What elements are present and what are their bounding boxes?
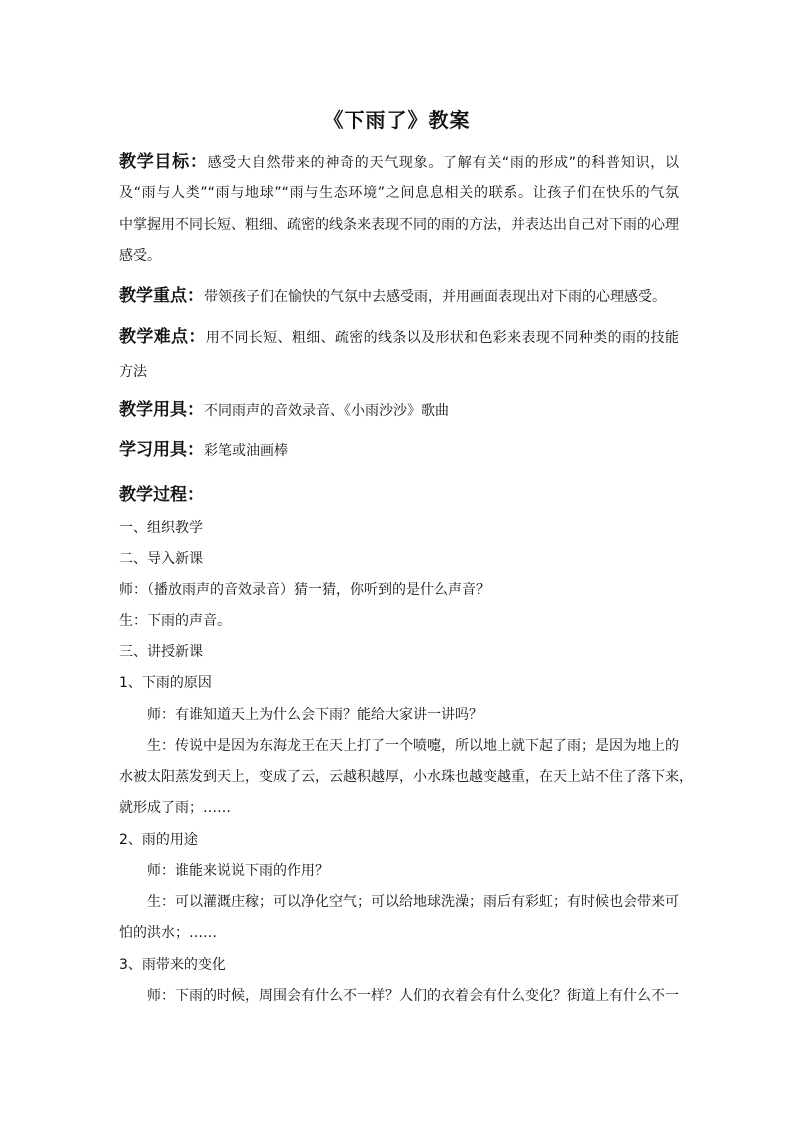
process-line-6: 1、下雨的原因 [119,675,212,691]
process-line-5: 三、讲授新课 [119,644,203,660]
goal-line-1 [119,152,679,173]
key-point-text: 带领孩子们在愉快的气氛中去感受雨，并用画面表现出对下雨的心理感受。 [204,289,666,305]
process-line-4: 生：下雨的声音。 [119,613,231,629]
process-line-1: 一、组织教学 [119,520,203,536]
goal-line-2: 及“雨与人类”“雨与地球”“雨与生态环境”之间息息相关的联系。让孩子们在快乐的气氛 [119,185,679,201]
process-line-2: 二、导入新课 [119,551,203,567]
process-line-14: 怕的洪水；…… [119,925,217,941]
difficulty-line-2: 方法 [119,364,147,380]
goal-line-3: 中掌握用不同长短、粗细、疏密的线条来表现不同的雨的方法，并表达出自己对下雨的心理 [119,217,679,233]
teaching-tools-line [119,400,679,421]
key-point-label: 教学重点： [119,286,204,306]
process-line-11: 2、雨的用途 [119,832,198,848]
difficulty-label: 教学难点： [119,327,206,347]
learning-tools-line [119,440,679,461]
goal-label: 教学目标： [119,152,208,172]
difficulty-line-1 [119,327,679,348]
learning-tools-label: 学习用具： [119,440,204,460]
document-title: 《下雨了》教案 [323,108,471,132]
goal-text-1: 感受大自然带来的神奇的天气现象。了解有关“雨的形成”的科普知识，以 [207,155,680,171]
process-label: 教学过程： [119,485,204,505]
teaching-tools-text: 不同雨声的音效录音、《小雨沙沙》歌曲 [204,403,449,419]
teaching-tools-label: 教学用具： [119,400,204,420]
process-line-15: 3、雨带来的变化 [119,957,226,973]
difficulty-text-1: 用不同长短、粗细、疏密的线条以及形状和色彩来表现不同种类的雨的技能 [205,330,680,346]
learning-tools-text: 彩笔或油画棒 [204,443,288,459]
process-line-13: 生：可以灌溉庄稼；可以净化空气；可以给地球洗澡；雨后有彩虹；有时候也会带来可 [147,894,679,910]
process-line-12: 师：谁能来说说下雨的作用？ [147,863,329,879]
process-line-9: 水被太阳蒸发到天上，变成了云，云越积越厚，小水珠也越变越重，在天上站不住了落下来， [119,769,693,785]
goal-line-4: 感受。 [119,248,161,264]
process-line-3: 师：（播放雨声的音效录音）猜一猜，你听到的是什么声音？ [119,582,490,598]
process-line-10: 就形成了雨；…… [119,800,231,816]
process-line-7: 师：有谁知道天上为什么会下雨？能给大家讲一讲吗？ [147,707,483,723]
process-line-8: 生：传说中是因为东海龙王在天上打了一个喷嚏，所以地上就下起了雨；是因为地上的 [147,738,679,754]
process-line-16: 师：下雨的时候，周围会有什么不一样？人们的衣着会有什么变化？街道上有什么不一 [147,988,679,1004]
key-point-line [119,286,679,307]
